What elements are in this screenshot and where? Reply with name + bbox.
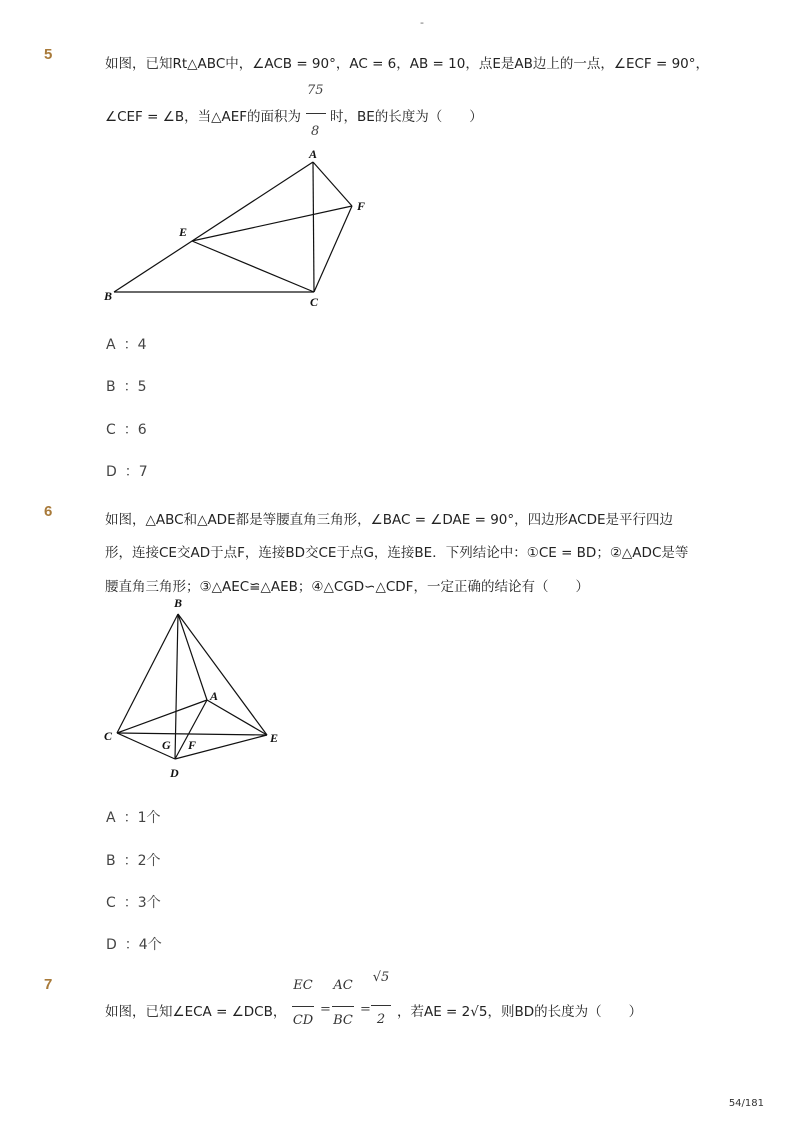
q6-label-c: C — [104, 729, 113, 743]
q5-option-b-letter: B — [106, 379, 116, 395]
page-top-mark: - — [420, 16, 424, 29]
q6-option-d-text: 4个 — [138, 937, 162, 953]
q6-segment-ca — [117, 700, 207, 733]
q6-option-b-letter: B — [106, 853, 116, 869]
q7-stem-prefix: 如图，已知∠ECA = ∠DCB， — [105, 1004, 287, 1020]
question-number-6: 6 — [44, 503, 53, 520]
q6-stem-line1: 如图，△ABC和△ADE都是等腰直角三角形，∠BAC = ∠DAE = 90°，四边形ACDE是平行四边 — [105, 512, 673, 528]
q7-fraction-2-numerator: AC — [333, 978, 353, 993]
q5-segment-ef — [192, 206, 352, 241]
q5-option-d[interactable]: D ：7 — [106, 464, 148, 480]
q5-stem-line1: 如图，已知Rt△ABC中，∠ACB = 90°，AC = 6，AB = 10，点E是AB边上的一点，∠ECF = 90°， — [105, 56, 709, 72]
q5-label-b: B — [104, 289, 113, 303]
q5-option-c-letter: C — [106, 422, 116, 438]
q5-label-f: F — [357, 199, 366, 213]
q7-fraction-2-denominator: BC — [333, 1013, 353, 1028]
q6-segment-ba — [178, 614, 207, 700]
q5-segment-ab — [114, 162, 313, 292]
q6-figure — [100, 592, 290, 787]
q5-option-a[interactable]: A ：4 — [106, 337, 147, 353]
q5-option-b[interactable]: B ：5 — [106, 379, 147, 395]
q7-fraction-1-denominator: CD — [292, 1013, 314, 1028]
q5-label-e: E — [179, 225, 188, 239]
q5-option-a-text: 4 — [137, 337, 147, 353]
q6-segment-be — [178, 614, 267, 735]
q6-option-b-text: 2个 — [137, 853, 161, 869]
q5-option-d-text: 7 — [138, 464, 148, 480]
q5-fraction-bar — [306, 113, 326, 114]
q6-stem-line2: 形，连接CE交AD于点F，连接BD交CE于点G，连接BE．下列结论中：①CE = BD；②△ADC是等 — [105, 545, 689, 561]
q7-fraction-3 — [368, 970, 394, 1027]
q6-option-a-text: 1个 — [137, 810, 161, 826]
q6-stem-line3: 腰直角三角形；③△AEC≌△AEB；④△CGD∽△CDF，一定正确的结论有（ ） — [105, 579, 589, 595]
q6-label-g: G — [162, 738, 171, 752]
q6-label-d: D — [170, 766, 179, 780]
q5-figure — [100, 140, 380, 315]
page-number: 54/181 — [728, 1098, 764, 1109]
q5-option-b-text: 5 — [137, 379, 147, 395]
q6-option-a[interactable]: A ：1个 — [106, 810, 161, 826]
q7-fraction-3-bar — [371, 1005, 391, 1006]
q6-option-d[interactable]: D ：4个 — [106, 937, 162, 953]
q7-equals-1: = — [320, 1002, 331, 1017]
q7-fraction-1-numerator: EC — [293, 978, 313, 993]
q5-stem-line2-suffix: 时，BE的长度为（ ） — [330, 109, 483, 125]
q6-option-c-letter: C — [106, 895, 116, 911]
q5-label-a: A — [309, 147, 318, 161]
q6-segment-ce — [117, 733, 267, 735]
q7-fraction-3-denominator: 2 — [376, 1012, 386, 1027]
question-number-7: 7 — [44, 976, 53, 993]
q7-fraction-2 — [328, 978, 358, 1028]
q5-segment-ec — [192, 241, 314, 292]
q6-label-b: B — [174, 596, 183, 610]
q6-segment-bd — [175, 614, 178, 759]
q7-fraction-3-numerator: √5 — [372, 970, 390, 985]
q5-option-a-letter: A — [106, 337, 116, 353]
q5-option-d-letter: D — [106, 464, 117, 480]
q6-label-a: A — [210, 689, 219, 703]
q6-segment-bc — [117, 614, 178, 733]
q7-fraction-1-bar — [292, 1006, 314, 1007]
q5-segment-af — [313, 162, 352, 206]
q6-option-c[interactable]: C ：3个 — [106, 895, 161, 911]
q5-option-c[interactable]: C ：6 — [106, 422, 147, 438]
q5-segment-fc — [314, 206, 352, 292]
q6-segment-ae — [207, 700, 267, 735]
q5-fraction-denominator: 8 — [311, 124, 320, 139]
q6-option-d-letter: D — [106, 937, 117, 953]
q6-option-b[interactable]: B ：2个 — [106, 853, 161, 869]
q7-fraction-2-bar — [332, 1006, 354, 1007]
question-number-5: 5 — [44, 46, 53, 63]
q7-stem-suffix: ，若AE = 2√5，则BD的长度为（ ） — [397, 1004, 643, 1020]
q5-fraction-numerator: 75 — [307, 83, 324, 98]
q6-label-f: F — [188, 738, 197, 752]
q5-option-c-text: 6 — [137, 422, 147, 438]
q6-label-e: E — [270, 731, 279, 745]
q6-option-a-letter: A — [106, 810, 116, 826]
q7-fraction-1 — [288, 978, 318, 1028]
q6-option-c-text: 3个 — [137, 895, 161, 911]
q5-label-c: C — [310, 295, 319, 309]
q5-segment-ac — [313, 162, 314, 292]
q5-stem-line2-prefix: ∠CEF = ∠B，当△AEF的面积为 — [105, 109, 301, 125]
q7-equals-2: = — [360, 1002, 371, 1017]
